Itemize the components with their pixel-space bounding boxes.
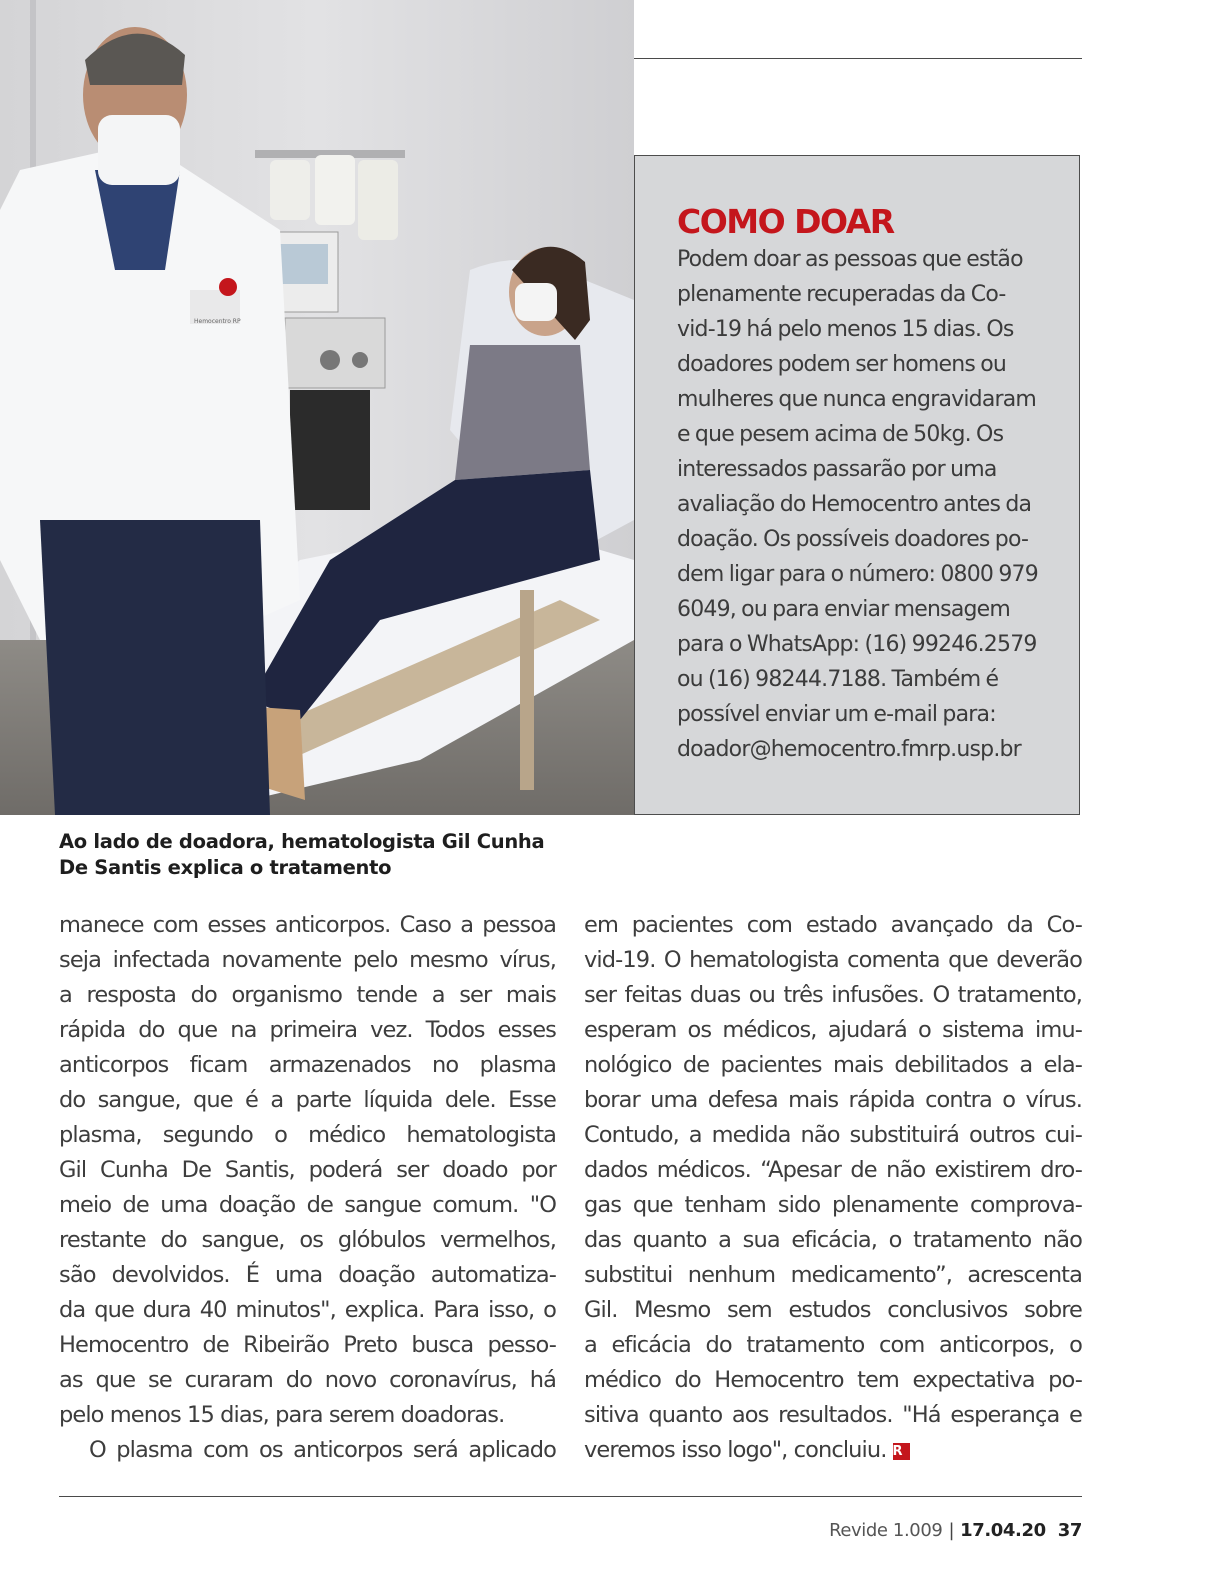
- caption-line: De Santis explica o tratamento: [59, 856, 392, 879]
- text-line: esperam os médicos, ajudará o sistema imu-: [584, 1017, 1082, 1043]
- sidebar-line: vid-19 há pelo menos 15 dias. Os: [677, 317, 1014, 342]
- text-line: pelo menos 15 dias, para serem doadoras.: [59, 1402, 505, 1428]
- sidebar-line: dem ligar para o número: 0800 979: [677, 562, 1038, 587]
- text-line: a eficácia do tratamento com anticorpos, o: [584, 1332, 1082, 1358]
- footer-separator: |: [948, 1520, 955, 1541]
- sidebar-line: avaliação do Hemocentro antes da: [677, 492, 1032, 517]
- text-line: nológico de pacientes mais debilitados a ela-: [584, 1052, 1082, 1078]
- bottom-divider: [59, 1496, 1082, 1497]
- text-line: a resposta do organismo tende a ser mais: [59, 982, 556, 1008]
- text-line: borar uma defesa mais rápida contra o vírus.: [584, 1087, 1082, 1113]
- sidebar-line: doador@hemocentro.fmrp.usp.br: [677, 737, 1021, 762]
- publication-name: Revide 1.009: [829, 1520, 943, 1541]
- text-line: das quanto a sua eficácia, o tratamento não: [584, 1227, 1082, 1253]
- text-line: Gil Cunha De Santis, poderá ser doado por: [59, 1157, 556, 1183]
- article-column-left: [59, 908, 556, 1468]
- sidebar-line: plenamente recuperadas da Co-: [677, 282, 1006, 307]
- text-line: médico do Hemocentro tem expectativa po-: [584, 1367, 1082, 1393]
- text-line: vid-19. O hematologista comenta que deverão: [584, 947, 1082, 973]
- sidebar-line: 6049, ou para enviar mensagem: [677, 597, 1011, 622]
- photo-illustration: [0, 0, 634, 815]
- page-footer: [829, 1520, 1082, 1541]
- text-line: dados médicos. “Apesar de não existirem dro-: [584, 1157, 1082, 1183]
- text-line: ser feitas duas ou três infusões. O tratamento,: [584, 982, 1082, 1008]
- sidebar-body: [677, 242, 1067, 767]
- text-line: Gil. Mesmo sem estudos conclusivos sobre: [584, 1297, 1082, 1323]
- text-line-final: [584, 1433, 1082, 1468]
- como-doar-box: [634, 155, 1080, 815]
- text-line: da que dura 40 minutos", explica. Para isso, o: [59, 1297, 556, 1323]
- top-divider: [634, 58, 1082, 59]
- text-line: anticorpos ficam armazenados no plasma: [59, 1052, 556, 1078]
- text-line: plasma, segundo o médico hematologista: [59, 1122, 556, 1148]
- text-line: são devolvidos. É uma doação automatiza-: [59, 1262, 556, 1288]
- article-photo: [0, 0, 634, 815]
- final-line-text: veremos isso logo", concluiu.: [584, 1437, 887, 1463]
- article-column-right: [584, 908, 1082, 1468]
- sidebar-title: COMO DOAR: [677, 202, 894, 241]
- text-line: as que se curaram do novo coronavírus, há: [59, 1367, 556, 1393]
- caption-line: Ao lado de doadora, hematologista Gil Cunha: [59, 830, 545, 853]
- photo-badge-text: Hemocentro RP: [194, 318, 241, 325]
- text-line: meio de uma doação de sangue comum. "O: [59, 1192, 556, 1218]
- text-line: sitiva quanto aos resultados. "Há esperança e: [584, 1402, 1082, 1428]
- sidebar-line: mulheres que nunca engravidaram: [677, 387, 1037, 412]
- page-number: 37: [1057, 1520, 1082, 1541]
- sidebar-line: ou (16) 98244.7188. Também é: [677, 667, 999, 692]
- text-line: rápida do que na primeira vez. Todos esses: [59, 1017, 556, 1043]
- sidebar-line: Podem doar as pessoas que estão: [677, 247, 1023, 272]
- text-line: Hemocentro de Ribeirão Preto busca pesso-: [59, 1332, 556, 1358]
- text-line: seja infectada novamente pelo mesmo vírus,: [59, 947, 556, 973]
- sidebar-line: e que pesem acima de 50kg. Os: [677, 422, 1004, 447]
- text-line: Contudo, a medida não substituirá outros cui-: [584, 1122, 1082, 1148]
- sidebar-line: doadores podem ser homens ou: [677, 352, 1007, 377]
- sidebar-line: interessados passarão por uma: [677, 457, 997, 482]
- sidebar-line: para o WhatsApp: (16) 99246.2579: [677, 632, 1037, 657]
- text-line: restante do sangue, os glóbulos vermelhos,: [59, 1227, 556, 1253]
- text-line: gas que tenham sido plenamente comprova-: [584, 1192, 1082, 1218]
- text-line: O plasma com os anticorpos será aplicado: [89, 1437, 556, 1463]
- text-line: substitui nenhum medicamento”, acrescenta: [584, 1262, 1082, 1288]
- text-line: manece com esses anticorpos. Caso a pessoa: [59, 912, 556, 938]
- sidebar-line: doação. Os possíveis doadores po-: [677, 527, 1029, 552]
- text-line: do sangue, que é a parte líquida dele. Esse: [59, 1087, 556, 1113]
- end-mark-icon: R: [893, 1443, 910, 1460]
- issue-date: 17.04.20: [960, 1520, 1046, 1541]
- photo-caption: [59, 829, 544, 881]
- sidebar-line: possível enviar um e-mail para:: [677, 702, 996, 727]
- text-line: em pacientes com estado avançado da Co-: [584, 912, 1082, 938]
